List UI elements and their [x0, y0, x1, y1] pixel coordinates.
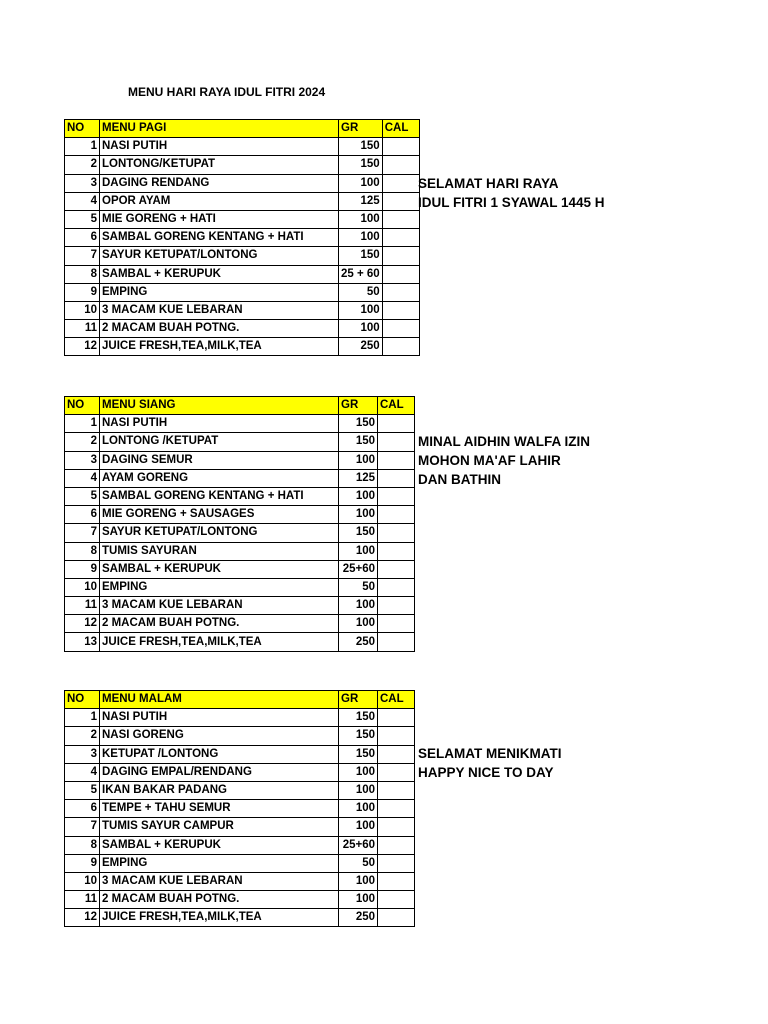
cell-no: 9	[65, 283, 100, 301]
cell-name: JUICE FRESH,TEA,MILK,TEA	[100, 633, 339, 651]
table-header-row	[65, 120, 420, 138]
cell-cal	[382, 265, 419, 283]
greeting-line: IDUL FITRI 1 SYAWAL 1445 H	[418, 195, 605, 210]
cell-gr: 100	[339, 781, 378, 799]
cell-no: 5	[65, 210, 100, 228]
cell-name: TUMIS SAYUR CAMPUR	[100, 818, 339, 836]
cell-name: SAYUR KETUPAT/LONTONG	[100, 247, 339, 265]
cell-no: 4	[65, 763, 100, 781]
cell-name: TEMPE + TAHU SEMUR	[100, 800, 339, 818]
cell-name: 2 MACAM BUAH POTNG.	[100, 891, 339, 909]
table-row	[65, 338, 420, 356]
greeting-line: MOHON MA'AF LAHIR	[418, 453, 561, 468]
table-row	[65, 615, 415, 633]
header-gr: GR	[339, 691, 378, 709]
cell-no: 9	[65, 854, 100, 872]
cell-gr: 50	[339, 578, 378, 596]
cell-gr: 150	[339, 156, 383, 174]
cell-cal	[378, 854, 415, 872]
table-row	[65, 578, 415, 596]
header-cal: CAL	[382, 120, 419, 138]
greeting-line: MINAL AIDHIN WALFA IZIN	[418, 434, 590, 449]
cell-gr: 50	[339, 283, 383, 301]
cell-name: SAYUR KETUPAT/LONTONG	[100, 524, 339, 542]
table-row	[65, 451, 415, 469]
table-row	[65, 745, 415, 763]
cell-gr: 150	[339, 415, 378, 433]
table-row	[65, 597, 415, 615]
header-gr: GR	[339, 397, 378, 415]
cell-name: 3 MACAM KUE LEBARAN	[100, 301, 339, 319]
cell-no: 6	[65, 506, 100, 524]
cell-no: 11	[65, 320, 100, 338]
table-row	[65, 229, 420, 247]
cell-name: 3 MACAM KUE LEBARAN	[100, 872, 339, 890]
cell-no: 1	[65, 415, 100, 433]
cell-no: 4	[65, 192, 100, 210]
table-row	[65, 192, 420, 210]
cell-gr: 125	[339, 469, 378, 487]
cell-no: 6	[65, 800, 100, 818]
cell-no: 7	[65, 818, 100, 836]
cell-name: SAMBAL GORENG KENTANG + HATI	[100, 229, 339, 247]
greeting-minal-aidhin	[418, 432, 590, 489]
table-row	[65, 506, 415, 524]
cell-gr: 100	[339, 506, 378, 524]
cell-no: 13	[65, 633, 100, 651]
cell-name: EMPING	[100, 854, 339, 872]
table-row	[65, 763, 415, 781]
cell-name: NASI PUTIH	[100, 415, 339, 433]
cell-no: 12	[65, 338, 100, 356]
cell-no: 5	[65, 781, 100, 799]
cell-cal	[378, 727, 415, 745]
table-row	[65, 265, 420, 283]
table-row	[65, 247, 420, 265]
cell-no: 5	[65, 487, 100, 505]
cell-gr: 150	[339, 138, 383, 156]
cell-cal	[382, 320, 419, 338]
cell-gr: 150	[339, 745, 378, 763]
cell-no: 3	[65, 174, 100, 192]
table-row	[65, 301, 420, 319]
cell-name: 2 MACAM BUAH POTNG.	[100, 615, 339, 633]
cell-cal	[382, 283, 419, 301]
table-header-row	[65, 691, 415, 709]
cell-cal	[378, 800, 415, 818]
cell-gr: 100	[339, 320, 383, 338]
cell-cal	[378, 745, 415, 763]
cell-name: SAMBAL + KERUPUK	[100, 265, 339, 283]
cell-name: MIE GORENG + HATI	[100, 210, 339, 228]
cell-cal	[378, 633, 415, 651]
cell-no: 12	[65, 615, 100, 633]
cell-gr: 250	[339, 338, 383, 356]
cell-name: 2 MACAM BUAH POTNG.	[100, 320, 339, 338]
cell-gr: 50	[339, 854, 378, 872]
header-menu: MENU SIANG	[100, 397, 339, 415]
header-cal: CAL	[378, 397, 415, 415]
cell-no: 10	[65, 872, 100, 890]
cell-no: 10	[65, 301, 100, 319]
table-row	[65, 909, 415, 927]
cell-gr: 100	[339, 210, 383, 228]
table-row	[65, 156, 420, 174]
cell-gr: 250	[339, 633, 378, 651]
cell-name: NASI GORENG	[100, 727, 339, 745]
menu-siang-table	[64, 396, 415, 652]
cell-no: 8	[65, 542, 100, 560]
cell-cal	[382, 338, 419, 356]
cell-gr: 100	[339, 301, 383, 319]
cell-gr: 100	[339, 229, 383, 247]
greeting-hari-raya	[418, 174, 605, 212]
table-row	[65, 174, 420, 192]
cell-name: JUICE FRESH,TEA,MILK,TEA	[100, 909, 339, 927]
greeting-line: SELAMAT HARI RAYA	[418, 176, 559, 191]
cell-gr: 150	[339, 709, 378, 727]
cell-name: NASI PUTIH	[100, 138, 339, 156]
cell-name: LONTONG/KETUPAT	[100, 156, 339, 174]
cell-name: KETUPAT /LONTONG	[100, 745, 339, 763]
cell-no: 4	[65, 469, 100, 487]
cell-no: 1	[65, 709, 100, 727]
cell-no: 10	[65, 578, 100, 596]
table-row	[65, 542, 415, 560]
cell-gr: 150	[339, 247, 383, 265]
header-no: NO	[65, 397, 100, 415]
table-header-row	[65, 397, 415, 415]
table-row	[65, 415, 415, 433]
cell-no: 2	[65, 433, 100, 451]
cell-gr: 100	[339, 818, 378, 836]
cell-cal	[382, 138, 419, 156]
table-row	[65, 836, 415, 854]
table-row	[65, 283, 420, 301]
cell-no: 7	[65, 247, 100, 265]
cell-no: 1	[65, 138, 100, 156]
cell-gr: 25+60	[339, 560, 378, 578]
cell-name: MIE GORENG + SAUSAGES	[100, 506, 339, 524]
cell-gr: 150	[339, 727, 378, 745]
cell-gr: 100	[339, 891, 378, 909]
cell-name: DAGING EMPAL/RENDANG	[100, 763, 339, 781]
cell-no: 6	[65, 229, 100, 247]
cell-cal	[378, 487, 415, 505]
table-row	[65, 727, 415, 745]
cell-name: TUMIS SAYURAN	[100, 542, 339, 560]
header-cal: CAL	[378, 691, 415, 709]
cell-gr: 25+60	[339, 836, 378, 854]
cell-gr: 125	[339, 192, 383, 210]
cell-cal	[378, 560, 415, 578]
cell-gr: 150	[339, 524, 378, 542]
table-row	[65, 633, 415, 651]
cell-name: IKAN BAKAR PADANG	[100, 781, 339, 799]
header-gr: GR	[339, 120, 383, 138]
cell-cal	[382, 210, 419, 228]
cell-cal	[378, 709, 415, 727]
table-row	[65, 210, 420, 228]
cell-no: 2	[65, 727, 100, 745]
cell-cal	[378, 469, 415, 487]
cell-name: NASI PUTIH	[100, 709, 339, 727]
cell-cal	[382, 229, 419, 247]
cell-cal	[378, 836, 415, 854]
cell-name: 3 MACAM KUE LEBARAN	[100, 597, 339, 615]
cell-cal	[378, 433, 415, 451]
cell-gr: 25 + 60	[339, 265, 383, 283]
table-row	[65, 524, 415, 542]
page-title: MENU HARI RAYA IDUL FITRI 2024	[128, 85, 326, 99]
cell-cal	[378, 542, 415, 560]
menu-malam-table	[64, 690, 415, 927]
cell-name: AYAM GORENG	[100, 469, 339, 487]
cell-cal	[378, 872, 415, 890]
cell-no: 3	[65, 745, 100, 763]
cell-gr: 100	[339, 542, 378, 560]
cell-no: 3	[65, 451, 100, 469]
cell-no: 8	[65, 265, 100, 283]
cell-name: JUICE FRESH,TEA,MILK,TEA	[100, 338, 339, 356]
header-menu: MENU PAGI	[100, 120, 339, 138]
cell-name: DAGING RENDANG	[100, 174, 339, 192]
table-row	[65, 320, 420, 338]
cell-no: 9	[65, 560, 100, 578]
cell-name: SAMBAL + KERUPUK	[100, 560, 339, 578]
cell-cal	[378, 909, 415, 927]
cell-cal	[378, 891, 415, 909]
table-row	[65, 891, 415, 909]
table-row	[65, 818, 415, 836]
cell-cal	[378, 506, 415, 524]
table-row	[65, 872, 415, 890]
cell-cal	[378, 524, 415, 542]
cell-cal	[382, 174, 419, 192]
cell-cal	[378, 781, 415, 799]
cell-no: 12	[65, 909, 100, 927]
cell-cal	[378, 415, 415, 433]
cell-cal	[378, 451, 415, 469]
header-no: NO	[65, 120, 100, 138]
header-menu: MENU MALAM	[100, 691, 339, 709]
cell-cal	[378, 818, 415, 836]
greeting-line: HAPPY NICE TO DAY	[418, 765, 554, 780]
cell-no: 2	[65, 156, 100, 174]
table-row	[65, 800, 415, 818]
table-row	[65, 781, 415, 799]
cell-gr: 100	[339, 451, 378, 469]
cell-gr: 100	[339, 615, 378, 633]
cell-no: 8	[65, 836, 100, 854]
cell-name: EMPING	[100, 283, 339, 301]
table-row	[65, 138, 420, 156]
cell-name: LONTONG /KETUPAT	[100, 433, 339, 451]
cell-gr: 250	[339, 909, 378, 927]
cell-gr: 100	[339, 174, 383, 192]
cell-name: EMPING	[100, 578, 339, 596]
greeting-line: SELAMAT MENIKMATI	[418, 746, 562, 761]
cell-gr: 100	[339, 800, 378, 818]
cell-name: DAGING SEMUR	[100, 451, 339, 469]
cell-name: SAMBAL + KERUPUK	[100, 836, 339, 854]
table-row	[65, 709, 415, 727]
cell-cal	[382, 156, 419, 174]
cell-cal	[378, 578, 415, 596]
cell-gr: 100	[339, 763, 378, 781]
table-row	[65, 854, 415, 872]
header-no: NO	[65, 691, 100, 709]
cell-cal	[382, 247, 419, 265]
cell-cal	[378, 763, 415, 781]
cell-no: 11	[65, 891, 100, 909]
greeting-selamat-menikmati	[418, 744, 561, 782]
table-row	[65, 560, 415, 578]
cell-name: OPOR AYAM	[100, 192, 339, 210]
cell-name: SAMBAL GORENG KENTANG + HATI	[100, 487, 339, 505]
menu-pagi-table	[64, 119, 420, 356]
cell-gr: 100	[339, 597, 378, 615]
cell-cal	[382, 192, 419, 210]
cell-gr: 100	[339, 487, 378, 505]
cell-gr: 150	[339, 433, 378, 451]
cell-cal	[378, 615, 415, 633]
cell-cal	[382, 301, 419, 319]
table-row	[65, 487, 415, 505]
cell-gr: 100	[339, 872, 378, 890]
cell-no: 7	[65, 524, 100, 542]
cell-cal	[378, 597, 415, 615]
table-row	[65, 433, 415, 451]
cell-no: 11	[65, 597, 100, 615]
greeting-line: DAN BATHIN	[418, 472, 501, 487]
table-row	[65, 469, 415, 487]
